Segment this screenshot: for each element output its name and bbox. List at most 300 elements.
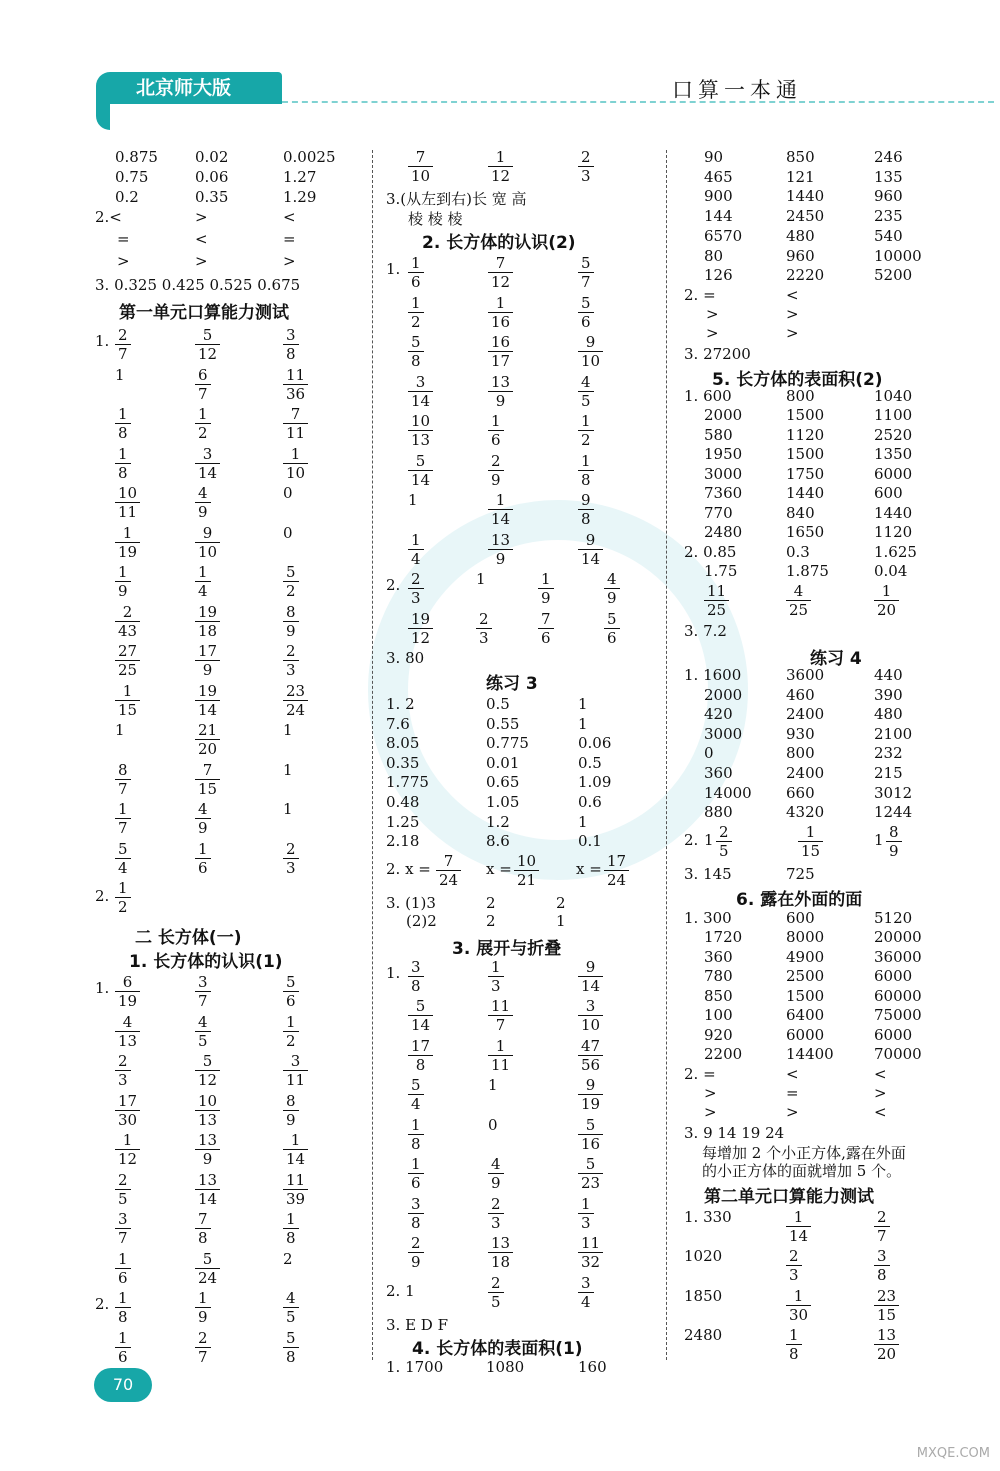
section-heading: 二 长方体(一)	[135, 928, 242, 948]
answer-cell	[786, 1208, 811, 1245]
answer-cell	[704, 803, 733, 821]
answer-cell	[283, 484, 293, 502]
answer-cell	[578, 1358, 607, 1376]
answer-value: 2480	[684, 1326, 723, 1345]
fraction: $\frac{2}{3}$	[283, 840, 299, 877]
fraction: $\frac{2}{7}$	[195, 1329, 211, 1366]
answer-cell	[886, 823, 902, 860]
answer-cell	[195, 405, 211, 442]
answer-cell	[704, 1103, 717, 1121]
fraction: $\frac{11}{32}$	[578, 1234, 603, 1271]
fraction: $\frac{11}{7}$	[488, 997, 513, 1034]
answer-value: 0	[283, 484, 293, 502]
answer-value: 1020	[684, 1247, 723, 1266]
answer-cell	[704, 465, 742, 483]
fraction: $\frac{3}{7}$	[115, 1210, 131, 1247]
answer-cell	[786, 426, 824, 444]
answer-cell	[874, 705, 903, 723]
answer-cell	[704, 207, 733, 225]
answer-cell	[704, 266, 733, 284]
fraction: $\frac{17}{30}$	[115, 1092, 140, 1129]
answer-cell	[488, 491, 513, 528]
answer-cell	[476, 610, 492, 647]
answer-cell	[704, 764, 733, 782]
answer-cell	[408, 570, 424, 607]
fraction: $\frac{19}{12}$	[408, 610, 433, 647]
answer-cell	[704, 1026, 733, 1044]
answer-value: 1. 600	[684, 386, 732, 405]
answer-value: =	[786, 1083, 799, 1102]
answer-cell	[786, 523, 824, 541]
answer-value: 0.2	[115, 188, 139, 206]
answer-cell	[488, 1274, 504, 1311]
fraction: $\frac{4}{9}$	[195, 800, 211, 837]
answer-cell	[283, 168, 316, 186]
answer-cell	[408, 373, 433, 410]
fraction: $\frac{9}{10}$	[578, 333, 603, 370]
answer-cell	[115, 168, 148, 186]
answer-cell	[786, 948, 824, 966]
answer-cell	[704, 562, 737, 580]
section-heading: 2. 长方体的认识(2)	[422, 233, 576, 253]
fraction: $\frac{2}{7}$	[874, 1208, 890, 1245]
section-heading: 第二单元口算能力测试	[704, 1186, 874, 1207]
answer-cell	[195, 484, 211, 521]
answer-value: 7360	[704, 484, 743, 503]
section-heading: 练习 4	[810, 648, 862, 669]
answer-value: 2220	[786, 266, 825, 285]
answer-cell	[786, 666, 824, 684]
question-number: 2.	[386, 576, 401, 594]
answer-cell	[488, 412, 504, 449]
answer-value: 70000	[874, 1045, 922, 1064]
header-dashed-line	[282, 101, 994, 103]
answer-cell	[704, 406, 742, 424]
fraction: $\frac{7}{24}$	[436, 852, 461, 889]
answer-value: 1950	[704, 445, 743, 464]
answer-value: 0.01	[486, 753, 520, 772]
fraction: $\frac{4}{5}$	[195, 1013, 211, 1050]
answer-value: >	[706, 323, 719, 342]
answer-value: <	[195, 230, 208, 248]
answer-value: 0.875	[115, 148, 158, 166]
answer-value: 800	[786, 744, 815, 763]
question-number: 1.	[386, 260, 401, 278]
answer-value: 20000	[874, 928, 922, 947]
answer-cell	[408, 997, 433, 1034]
answer-cell	[195, 603, 220, 640]
answer-cell	[706, 324, 719, 342]
fraction: $\frac{3}{8}$	[874, 1247, 890, 1284]
answer-cell	[408, 958, 424, 995]
answer-cell	[488, 333, 513, 370]
answer-cell	[283, 405, 308, 442]
answer-cell	[786, 504, 815, 522]
answer-cell	[195, 208, 208, 226]
fraction: $\frac{10}{21}$	[514, 852, 539, 889]
answer-cell	[704, 504, 733, 522]
answer-value: 465	[704, 167, 733, 186]
answer-cell	[874, 504, 912, 522]
answer-cell	[704, 967, 733, 985]
fraction: $\frac{8}{7}$	[115, 761, 131, 798]
answer-value: 1	[578, 714, 588, 733]
answer-value: 6000	[874, 967, 913, 986]
answer-cell	[684, 387, 732, 405]
fraction: $\frac{5}{4}$	[115, 840, 131, 877]
answer-cell	[386, 1358, 443, 1376]
answer-cell	[578, 958, 603, 995]
answer-cell	[786, 744, 815, 762]
answer-value: 135	[874, 167, 903, 186]
answer-cell	[283, 1013, 299, 1050]
answer-cell	[283, 1250, 293, 1268]
fraction: $\frac{1}{6}$	[115, 1329, 131, 1366]
answer-cell	[704, 523, 742, 541]
answer-cell	[115, 721, 125, 739]
answer-cell	[488, 148, 513, 185]
column-divider-1	[372, 150, 373, 1360]
answer-cell	[786, 705, 824, 723]
answer-cell	[578, 1234, 603, 1271]
answer-value: 2. =	[684, 285, 716, 304]
answer-cell	[578, 254, 594, 291]
answer-cell	[195, 800, 211, 837]
answer-value: 0.35	[386, 753, 420, 772]
answer-cell	[578, 1274, 594, 1311]
answer-cell	[874, 744, 903, 762]
answer-cell	[786, 1287, 811, 1324]
answer-cell	[684, 865, 732, 883]
answer-cell	[408, 452, 433, 489]
answer-value: 3600	[786, 665, 825, 684]
fraction: $\frac{1}{2}$	[283, 1013, 299, 1050]
answer-value: 1	[578, 812, 588, 831]
answer-cell	[786, 967, 824, 985]
answer-cell	[486, 832, 510, 850]
answer-cell	[195, 1329, 211, 1366]
answer-cell	[684, 1247, 722, 1265]
answer-cell	[874, 784, 912, 802]
answer-cell	[283, 252, 296, 270]
answer-value: 1440	[874, 503, 913, 522]
answer-cell	[604, 852, 629, 889]
answer-value: 2	[486, 911, 496, 930]
answer-value: <	[786, 1064, 799, 1083]
answer-cell	[578, 491, 594, 528]
answer-cell	[704, 247, 723, 265]
answer-cell	[195, 973, 211, 1010]
answer-cell	[386, 695, 415, 713]
answer-value: 3. (1)3	[386, 893, 436, 912]
answer-cell	[578, 997, 603, 1034]
answer-cell	[874, 803, 912, 821]
answer-cell	[486, 1358, 524, 1376]
answer-cell	[283, 1052, 308, 1089]
answer-cell	[386, 715, 410, 733]
answer-cell	[486, 715, 519, 733]
answer-cell	[283, 366, 308, 403]
fraction: $\frac{5}{14}$	[408, 997, 433, 1034]
fraction: $\frac{1}{8}$	[115, 405, 131, 442]
answer-cell	[115, 326, 131, 363]
answer-value: <	[874, 1064, 887, 1083]
answer-line: 3. 7.2	[684, 621, 727, 640]
answer-value: 0.48	[386, 793, 420, 811]
answer-value: 3000	[704, 464, 743, 483]
answer-value: 0	[283, 523, 293, 542]
answer-value: 0.55	[486, 714, 520, 733]
note-line: 的小正方体的面就增加 5 个。	[702, 1161, 902, 1180]
answer-cell	[115, 1210, 131, 1247]
answer-cell	[115, 366, 125, 384]
answer-value: >	[786, 1102, 799, 1121]
fraction: $\frac{7}{6}$	[538, 610, 554, 647]
answer-cell	[115, 524, 140, 561]
answer-cell	[386, 734, 419, 752]
answer-cell	[283, 840, 299, 877]
fraction: $\frac{3}{14}$	[408, 373, 433, 410]
fraction: $\frac{1}{12}$	[488, 148, 513, 185]
question-number: 2.	[684, 830, 699, 849]
answer-value: 1.29	[283, 188, 317, 206]
answer-cell	[283, 603, 299, 640]
answer-cell	[488, 452, 504, 489]
answer-cell	[283, 1329, 299, 1366]
answer-cell	[488, 1076, 498, 1094]
answer-value: 0.6	[578, 793, 602, 811]
answer-value: 60000	[874, 986, 922, 1005]
fraction: $\frac{13}{9}$	[195, 1131, 220, 1168]
answer-cell	[578, 715, 588, 733]
fraction: $\frac{3}{8}$	[408, 1195, 424, 1232]
answer-cell	[786, 324, 799, 342]
section-heading: 第一单元口算能力测试	[119, 303, 289, 323]
answer-value: 0.0025	[283, 148, 336, 166]
answer-value: 1500	[786, 445, 825, 464]
answer-cell	[486, 813, 510, 831]
answer-cell	[195, 230, 208, 248]
answer-value: 420	[704, 705, 733, 724]
answer-value: >	[706, 304, 719, 323]
answer-cell	[538, 570, 554, 607]
fraction: $\frac{2}{43}$	[115, 603, 140, 640]
answer-cell	[786, 1006, 824, 1024]
answer-line: 2. 1	[386, 1281, 415, 1300]
answer-value: >	[195, 208, 208, 226]
fraction: $\frac{10}{11}$	[115, 484, 140, 521]
answer-cell	[283, 1289, 299, 1326]
answer-cell	[578, 1155, 603, 1192]
answer-value: 144	[704, 207, 733, 226]
fraction: $\frac{9}{8}$	[578, 491, 594, 528]
answer-cell	[704, 928, 742, 946]
answer-cell	[195, 721, 220, 758]
answer-cell	[786, 266, 824, 284]
answer-cell	[195, 761, 220, 798]
answer-value: 360	[704, 947, 733, 966]
answer-cell	[578, 695, 588, 713]
answer-cell	[115, 1171, 131, 1208]
answer-cell	[115, 603, 140, 640]
answer-cell	[488, 1195, 504, 1232]
fraction: $\frac{3}{14}$	[195, 445, 220, 482]
answer-cell	[874, 948, 922, 966]
answer-cell	[283, 326, 299, 363]
fraction: $\frac{2}{3}$	[786, 1247, 802, 1284]
section-heading: 6. 露在外面的面	[736, 889, 863, 910]
answer-cell	[578, 832, 602, 850]
answer-cell	[786, 168, 815, 186]
answer-cell	[786, 148, 815, 166]
answer-cell	[408, 1155, 424, 1192]
fraction: $\frac{13}{9}$	[488, 373, 513, 410]
fraction: $\frac{2}{7}$	[115, 326, 131, 363]
answer-cell	[874, 406, 912, 424]
fraction: $\frac{1}{6}$	[115, 1250, 131, 1287]
answer-cell	[95, 208, 122, 226]
fraction: $\frac{9}{14}$	[578, 958, 603, 995]
answer-value: 2400	[786, 705, 825, 724]
answer-value: 770	[704, 503, 733, 522]
answer-cell	[578, 412, 594, 449]
answer-cell	[704, 744, 714, 762]
answer-value: 215	[874, 763, 903, 782]
fraction: $\frac{3}{4}$	[578, 1274, 594, 1311]
answer-cell	[684, 1326, 722, 1344]
answer-cell	[786, 1045, 834, 1063]
answer-value: 1040	[874, 386, 913, 405]
answer-value: 0.02	[195, 148, 229, 166]
answer-cell	[283, 208, 296, 226]
answer-value: 1	[115, 721, 125, 739]
answer-cell	[115, 484, 140, 521]
answer-value: 660	[786, 783, 815, 802]
answer-cell	[195, 252, 208, 270]
answer-value: 930	[786, 724, 815, 743]
answer-cell	[874, 1065, 887, 1083]
fraction: $\frac{1}{6}$	[195, 840, 211, 877]
answer-value: 0.06	[578, 734, 612, 753]
answer-cell	[408, 610, 433, 647]
answer-cell	[195, 326, 220, 363]
answer-cell	[115, 405, 131, 442]
answer-value: 1	[283, 721, 293, 739]
answer-cell	[704, 784, 752, 802]
answer-cell	[706, 305, 719, 323]
answer-cell	[684, 543, 736, 561]
answer-value: =	[117, 230, 130, 248]
fraction: $\frac{1}{20}$	[874, 582, 899, 619]
fraction: $\frac{1}{8}$	[283, 1210, 299, 1247]
answer-cell	[386, 793, 419, 811]
answer-cell	[704, 445, 742, 463]
answer-cell	[283, 445, 308, 482]
fraction: $\frac{11}{39}$	[283, 1171, 308, 1208]
answer-value: 1.25	[386, 812, 420, 831]
answer-cell	[195, 1092, 220, 1129]
answer-cell	[476, 570, 486, 588]
answer-value: 600	[874, 484, 903, 503]
answer-cell	[874, 266, 912, 284]
fraction: $\frac{1}{4}$	[195, 563, 211, 600]
fraction: $\frac{5}{4}$	[408, 1076, 424, 1113]
fraction: $\frac{5}{24}$	[195, 1250, 220, 1287]
fraction: $\frac{3}{8}$	[408, 958, 424, 995]
fraction: $\frac{8}{9}$	[283, 1092, 299, 1129]
answer-value: >	[874, 1083, 887, 1102]
answer-cell	[874, 1103, 887, 1121]
fraction: $\frac{4}{25}$	[786, 582, 811, 619]
fraction: $\frac{2}{9}$	[488, 452, 504, 489]
answer-cell	[874, 1326, 899, 1363]
answer-value: 2. =	[684, 1064, 716, 1083]
answer-value: 2520	[874, 425, 913, 444]
answer-cell	[408, 1195, 424, 1232]
fraction: $\frac{21}{20}$	[195, 721, 220, 758]
answer-cell	[874, 1287, 899, 1324]
answer-cell	[556, 912, 566, 930]
answer-value: 1244	[874, 803, 913, 822]
answer-cell	[704, 426, 733, 444]
question-number: 1.	[95, 332, 110, 350]
answer-cell	[874, 967, 912, 985]
answer-value: 1720	[704, 928, 743, 947]
answer-value: 960	[786, 246, 815, 265]
answer-value: 2000	[704, 406, 743, 425]
answer-cell	[115, 148, 158, 166]
answer-cell	[283, 642, 299, 679]
answer-value: 14000	[704, 783, 752, 802]
answer-value: 1.875	[786, 562, 829, 581]
answer-value: 0.5	[578, 753, 602, 772]
fraction: $\frac{3}{11}$	[283, 1052, 308, 1089]
answer-cell	[195, 1250, 220, 1287]
answer-cell	[486, 894, 496, 912]
answer-value: 1100	[874, 406, 913, 425]
answer-cell	[115, 1052, 131, 1089]
fraction: $\frac{3}{7}$	[195, 973, 211, 1010]
answer-cell	[486, 912, 496, 930]
answer-cell	[406, 912, 437, 930]
answer-cell	[408, 1076, 424, 1113]
fraction: $\frac{1}{6}$	[408, 254, 424, 291]
answer-cell	[488, 254, 513, 291]
answer-value: 4320	[786, 803, 825, 822]
answer-cell	[704, 227, 742, 245]
answer-value: 1. 1700	[386, 1357, 444, 1376]
answer-cell	[874, 1208, 890, 1245]
answer-cell	[283, 1210, 299, 1247]
question-number: 2.	[95, 887, 110, 905]
fraction: $\frac{2}{3}$	[488, 1195, 504, 1232]
answer-value: 0.5	[486, 695, 510, 713]
answer-value: 1.27	[283, 168, 317, 186]
fraction: $\frac{19}{14}$	[195, 682, 220, 719]
fraction: $\frac{2}{3}$	[578, 148, 594, 185]
answer-cell	[874, 247, 922, 265]
answer-value: 0	[488, 1115, 498, 1134]
answer-cell	[488, 294, 513, 331]
fraction: $\frac{1}{8}$	[578, 452, 594, 489]
fraction: $\frac{4}{9}$	[195, 484, 211, 521]
answer-cell	[704, 1045, 742, 1063]
answer-cell	[578, 773, 611, 791]
answer-cell	[195, 1289, 211, 1326]
fraction: $\frac{1}{14}$	[283, 1131, 308, 1168]
answer-cell	[283, 682, 308, 719]
answer-value: 780	[704, 967, 733, 986]
